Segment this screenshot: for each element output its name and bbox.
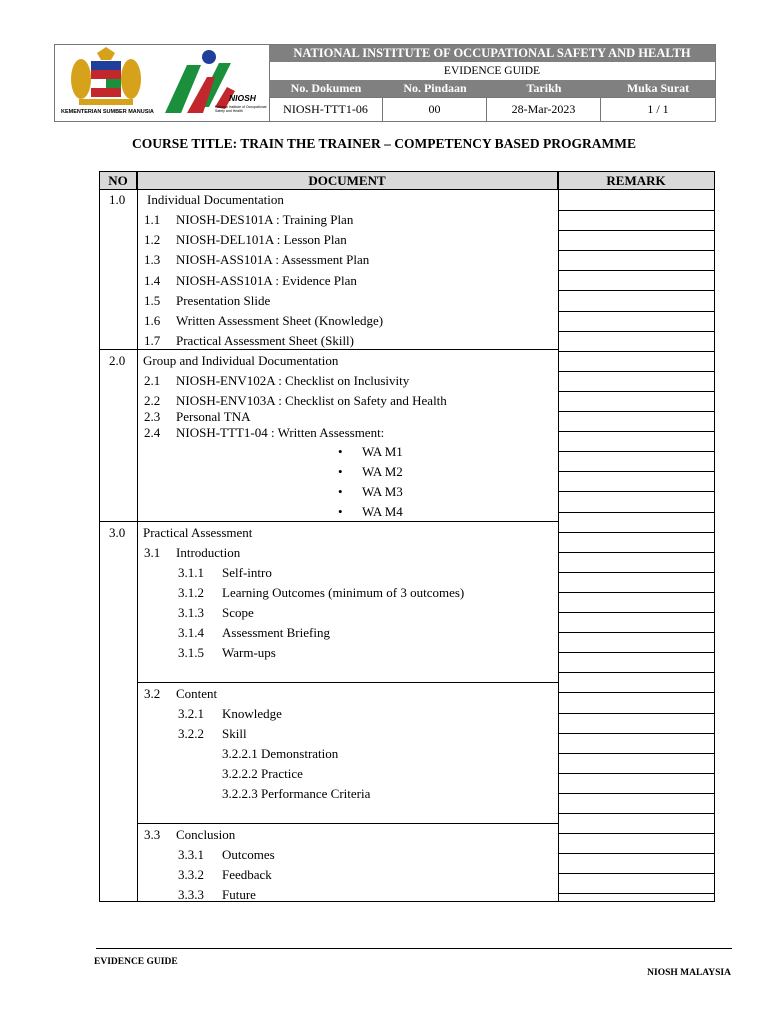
remark-cell-border: [558, 411, 715, 412]
item-number: 3.3.1: [178, 847, 204, 862]
subitem-text: 3.2.2.3 Performance Criteria: [222, 786, 371, 801]
item-number: 3.1.1: [178, 565, 204, 580]
remark-cell-border: [558, 733, 715, 734]
remark-cell-border: [558, 773, 715, 774]
item-text: Written Assessment Sheet (Knowledge): [176, 313, 384, 328]
remark-cell-border: [558, 753, 715, 754]
subsection-divider: [137, 823, 558, 824]
bullet-icon: •: [338, 484, 343, 499]
item-number: 2.4: [144, 425, 161, 440]
item-number: 2.2: [144, 393, 161, 408]
remark-cell-border: [558, 351, 715, 352]
bullet-text: WA M4: [362, 504, 403, 519]
bullet-icon: •: [338, 464, 343, 479]
item-text: NIOSH-ENV103A : Checklist on Safety and Health: [176, 393, 447, 408]
evidence-table: [99, 171, 715, 902]
item-text: Scope: [222, 605, 254, 620]
coat-of-arms-logo: [61, 47, 151, 111]
value-amend-no: 00: [383, 97, 487, 121]
col-divider: [558, 172, 559, 901]
remark-cell-border: [558, 552, 715, 553]
remark-cell-border: [558, 250, 715, 251]
subsection-title: Content: [176, 686, 218, 701]
doc-type: EVIDENCE GUIDE: [269, 62, 715, 81]
remark-cell-border: [558, 230, 715, 231]
item-number: 3.1.3: [178, 605, 204, 620]
remark-cell-border: [558, 592, 715, 593]
item-number: 1.4: [144, 272, 161, 288]
bullet-icon: •: [338, 504, 343, 519]
item-number: 3.2.1: [178, 706, 204, 721]
col-header-remark: REMARK: [558, 172, 714, 190]
remark-cell-border: [558, 431, 715, 432]
label-amend-no: No. Pindaan: [403, 81, 467, 95]
item-text: Personal TNA: [176, 409, 251, 424]
remark-cell-border: [558, 491, 715, 492]
subsection-number: 3.3: [144, 827, 161, 842]
remark-cell-border: [558, 290, 715, 291]
footer-divider: [96, 948, 732, 949]
section-title: Group and Individual Documentation: [143, 353, 339, 368]
section-title: Individual Documentation: [147, 192, 284, 207]
remark-cell-border: [558, 692, 715, 693]
item-text: Assessment Briefing: [222, 625, 330, 640]
section-number: 3.0: [109, 525, 126, 540]
item-number: 2.1: [144, 373, 161, 388]
item-number: 3.1.5: [178, 645, 204, 660]
item-number: 1.2: [144, 232, 161, 248]
subsection-title: Introduction: [176, 545, 241, 560]
item-text: NIOSH-DEL101A : Lesson Plan: [176, 232, 347, 248]
subsection-title: Conclusion: [176, 827, 236, 842]
bullet-icon: •: [338, 444, 343, 459]
item-text: Practical Assessment Sheet (Skill): [176, 333, 355, 349]
niosh-subtitle: National Institute of Occupational Safety and Health: [215, 105, 267, 113]
subitem-text: 3.2.2.2 Practice: [222, 766, 303, 781]
section-title: Practical Assessment: [143, 525, 253, 540]
item-number: 3.3.3: [178, 887, 204, 902]
col-header-document: DOCUMENT: [137, 172, 558, 190]
value-date: 28-Mar-2023: [487, 97, 601, 121]
label-page: Muka Surat: [626, 81, 690, 95]
remark-cell-border: [558, 833, 715, 834]
item-text: Presentation Slide: [176, 292, 271, 308]
ministry-label: KEMENTERIAN SUMBER MANUSIA: [61, 109, 154, 115]
remark-cell-border: [558, 270, 715, 271]
remark-cell-border: [558, 612, 715, 613]
remark-cell-border: [558, 210, 715, 211]
item-text: NIOSH-ENV102A : Checklist on Inclusivity: [176, 373, 410, 388]
item-number: 1.6: [144, 313, 161, 328]
remark-cell-border: [558, 532, 715, 533]
remark-cell-border: [558, 471, 715, 472]
item-text: Feedback: [222, 867, 272, 882]
item-number: 1.5: [144, 292, 161, 308]
header-info: [269, 45, 715, 121]
item-number: 3.2.2: [178, 726, 204, 741]
item-text: NIOSH-ASS101A : Evidence Plan: [176, 272, 357, 288]
remark-cell-border: [558, 371, 715, 372]
bullet-text: WA M3: [362, 484, 403, 499]
item-number: 2.3: [144, 409, 161, 424]
item-number: 3.1.4: [178, 625, 204, 640]
section-divider: [100, 521, 558, 522]
label-doc-no: No. Dokumen: [290, 81, 362, 95]
item-number: 1.1: [144, 212, 161, 227]
col-header-no: NO: [100, 172, 137, 190]
document-header: [54, 44, 716, 122]
remark-cell-border: [558, 672, 715, 673]
remark-cell-border: [558, 713, 715, 714]
subsection-number: 3.1: [144, 545, 161, 560]
remark-cell-border: [558, 632, 715, 633]
org-name: NATIONAL INSTITUTE OF OCCUPATIONAL SAFETY AND HEALTH: [269, 45, 715, 62]
subsection-number: 3.2: [144, 686, 161, 701]
value-doc-no: NIOSH-TTT1-06: [269, 97, 383, 121]
item-text: Learning Outcomes (minimum of 3 outcomes): [222, 585, 465, 600]
logo-area: [55, 45, 270, 121]
remark-cell-border: [558, 652, 715, 653]
remark-cell-border: [558, 331, 715, 332]
item-text: NIOSH-TTT1-04 : Written Assessment:: [176, 425, 385, 440]
footer-left: EVIDENCE GUIDE: [94, 957, 178, 967]
item-number: 3.3.2: [178, 867, 204, 882]
bullet-text: WA M1: [362, 444, 403, 459]
col-divider: [137, 172, 138, 901]
remark-cell-border: [558, 311, 715, 312]
item-text: Self-intro: [222, 565, 272, 580]
item-number: 1.3: [144, 252, 161, 268]
section-number: 2.0: [109, 353, 126, 368]
label-date: Tarikh: [526, 81, 562, 95]
item-text: NIOSH-DES101A : Training Plan: [176, 212, 354, 227]
remark-cell-border: [558, 572, 715, 573]
item-text: Skill: [222, 726, 247, 741]
remark-cell-border: [558, 793, 715, 794]
item-text: Knowledge: [222, 706, 282, 721]
remark-cell-border: [558, 893, 715, 894]
item-text: NIOSH-ASS101A : Assessment Plan: [176, 252, 370, 268]
remark-cell-border: [558, 813, 715, 814]
item-number: 3.1.2: [178, 585, 204, 600]
header-column-labels: [269, 80, 715, 97]
item-text: Outcomes: [222, 847, 275, 862]
header-column-values: [269, 97, 715, 121]
item-text: Warm-ups: [222, 645, 276, 660]
item-text: Future: [222, 887, 256, 902]
subsection-divider: [137, 682, 558, 683]
section-number: 1.0: [109, 192, 126, 207]
niosh-brand: NIOSH: [229, 93, 256, 103]
remark-cell-border: [558, 391, 715, 392]
footer-right: NIOSH MALAYSIA: [647, 968, 731, 978]
item-number: 1.7: [144, 333, 161, 349]
course-title: COURSE TITLE: TRAIN THE TRAINER – COMPETENCY BASED PROGRAMME: [131, 136, 637, 151]
bullet-text: WA M2: [362, 464, 403, 479]
remark-cell-border: [558, 853, 715, 854]
value-page: 1 / 1: [601, 97, 715, 121]
remark-cell-border: [558, 451, 715, 452]
subitem-text: 3.2.2.1 Demonstration: [222, 746, 339, 761]
remark-cell-border: [558, 512, 715, 513]
remark-cell-border: [558, 873, 715, 874]
